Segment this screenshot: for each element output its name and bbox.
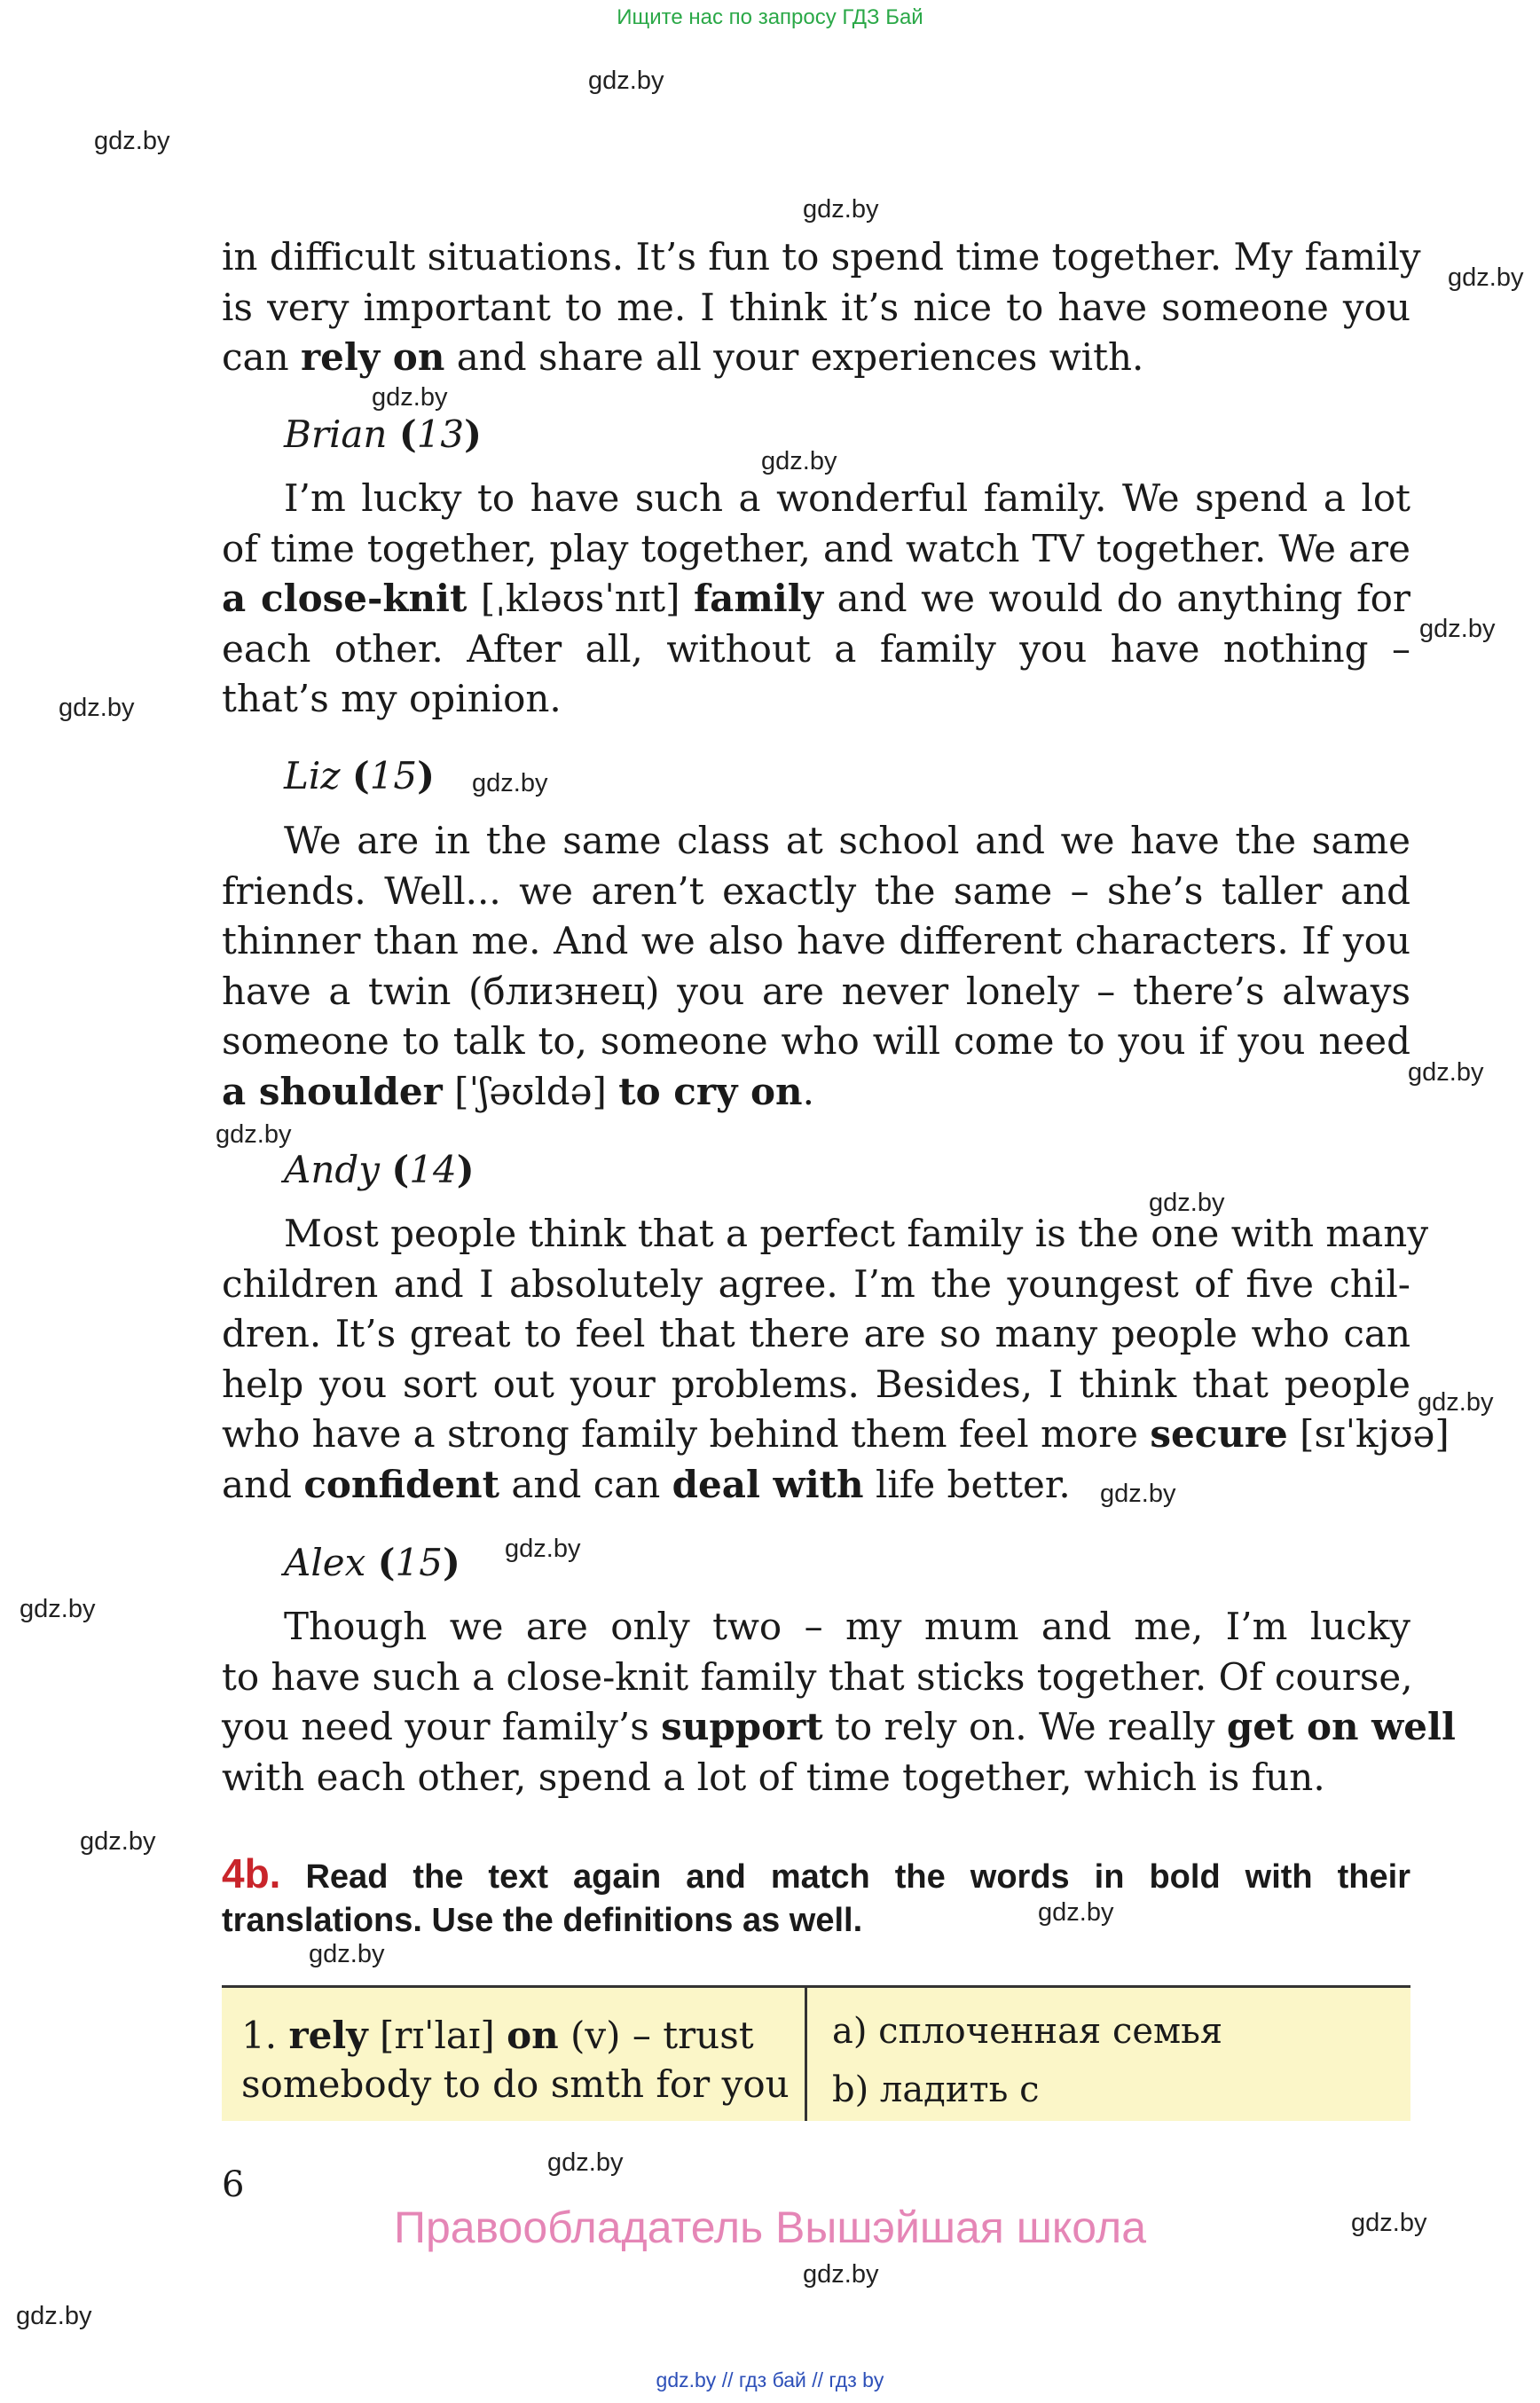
text-line: friends. Well... we aren’t exactly the same – she’s taller and — [222, 868, 1410, 913]
text-line: and confident and can deal with life better. — [222, 1462, 1071, 1506]
speaker-name-andy: Andy (14) — [284, 1148, 475, 1191]
watermark: gdz.by — [216, 1120, 292, 1149]
table-right-cell — [832, 2002, 1222, 2119]
brian-paragraph — [222, 474, 1410, 725]
watermark: gdz.by — [761, 447, 837, 475]
speaker-name-liz: Liz (15) — [284, 754, 436, 797]
table-left-cell — [241, 2011, 790, 2109]
text-line: thinner than me. And we also have different characters. If you — [222, 919, 1410, 962]
text-line: can rely on and share all your experiences with. — [222, 335, 1144, 379]
task-heading — [222, 1852, 1410, 1943]
watermark: gdz.by — [547, 2148, 624, 2177]
text-line: have a twin (близнец) you are never lonely – there’s always — [222, 969, 1410, 1013]
watermark: gdz.by — [372, 383, 448, 412]
text-line: to have such a close-knit family that sticks together. Of course, — [222, 1654, 1413, 1699]
text-line: with each other, spend a lot of time together, which is fun. — [222, 1755, 1325, 1799]
text-line: Though we are only two – my mum and me, I’m lucky — [284, 1605, 1410, 1648]
text-line: We are in the same class at school and we have the same — [284, 819, 1410, 862]
text-line: dren. It’s great to feel that there are so many people who can — [222, 1312, 1410, 1355]
task-line: 4b. Read the text again and match the words in bold with their — [222, 1850, 1410, 1896]
watermark: gdz.by — [1038, 1898, 1114, 1927]
watermark: gdz.by — [1149, 1189, 1225, 1217]
text-line: someone to talk to, someone who will come to you if you need — [222, 1019, 1410, 1063]
text-line: who have a strong family behind them feel more secure [sɪˈkjʊə] — [222, 1412, 1450, 1456]
translation-option: a) сплоченная семья — [832, 2011, 1223, 2052]
watermark: gdz.by — [1418, 1388, 1494, 1417]
text-line: a close-knit [ˌkləʊsˈnɪt] family and we would do anything for — [222, 577, 1410, 620]
text-line: I’m lucky to have such a wonderful family. We spend a lot — [284, 476, 1410, 520]
speaker-name-alex: Alex (15) — [284, 1541, 460, 1584]
watermark: gdz.by — [80, 1827, 156, 1856]
definition-line: 1. rely [rɪˈlaɪ] on (v) – trust — [241, 2014, 754, 2057]
watermark: gdz.by — [803, 2260, 879, 2289]
watermark: gdz.by — [1351, 2209, 1427, 2237]
text-line: of time together, play together, and watch TV together. We are — [222, 526, 1410, 570]
watermark: gdz.by — [1408, 1058, 1484, 1087]
task-number: 4b. — [222, 1850, 281, 1896]
text-line: Most people think that a perfect family is the one with many — [284, 1212, 1429, 1255]
andy-paragraph — [222, 1209, 1450, 1510]
text-line: that’s my opinion. — [222, 677, 562, 720]
watermark: gdz.by — [472, 769, 548, 797]
task-line: translations. Use the definitions as well. — [222, 1902, 863, 1939]
match-table — [222, 1985, 1410, 2121]
watermark: gdz.by — [1419, 615, 1496, 643]
text-line: you need your family’s support to rely on. We really get on well — [222, 1705, 1456, 1748]
watermark: gdz.by — [505, 1535, 581, 1563]
liz-paragraph — [222, 816, 1410, 1117]
text-line: is very important to me. I think it’s nice to have someone you — [222, 285, 1410, 329]
copyright-notice: Правообладатель Вышэйшая школа — [394, 2203, 1146, 2252]
text-line: a shoulder [ˈʃəʊldə] to cry on. — [222, 1069, 814, 1113]
speaker-name-brian: Brian (13) — [284, 412, 483, 456]
alex-paragraph — [222, 1602, 1456, 1802]
translation-option: b) ладить с — [832, 2069, 1040, 2110]
watermark: gdz.by — [94, 127, 170, 155]
watermark: gdz.by — [59, 694, 135, 722]
bottom-links[interactable]: gdz.by // гдз бай // гдз by — [656, 2368, 884, 2391]
watermark: gdz.by — [20, 1595, 96, 1623]
text-line: in difficult situations. It’s fun to spend time together. My family — [222, 235, 1421, 279]
watermark: gdz.by — [588, 67, 664, 95]
page-number: 6 — [222, 2164, 245, 2205]
watermark: gdz.by — [803, 195, 879, 224]
watermark: gdz.by — [16, 2302, 92, 2330]
top-notice: Ищите нас по запросу ГДЗ Бай — [617, 5, 923, 29]
text-line: children and I absolutely agree. I’m the youngest of five chil- — [222, 1261, 1410, 1306]
text-line: each other. After all, without a family you have nothing – — [222, 626, 1410, 671]
table-divider — [805, 1988, 807, 2121]
text-line: help you sort out your problems. Besides, I think that people — [222, 1362, 1410, 1406]
watermark: gdz.by — [1448, 263, 1524, 292]
watermark: gdz.by — [1100, 1480, 1176, 1508]
intro-paragraph — [222, 232, 1421, 383]
watermark: gdz.by — [309, 1940, 385, 1968]
definition-line: somebody to do smth for you — [241, 2062, 790, 2106]
